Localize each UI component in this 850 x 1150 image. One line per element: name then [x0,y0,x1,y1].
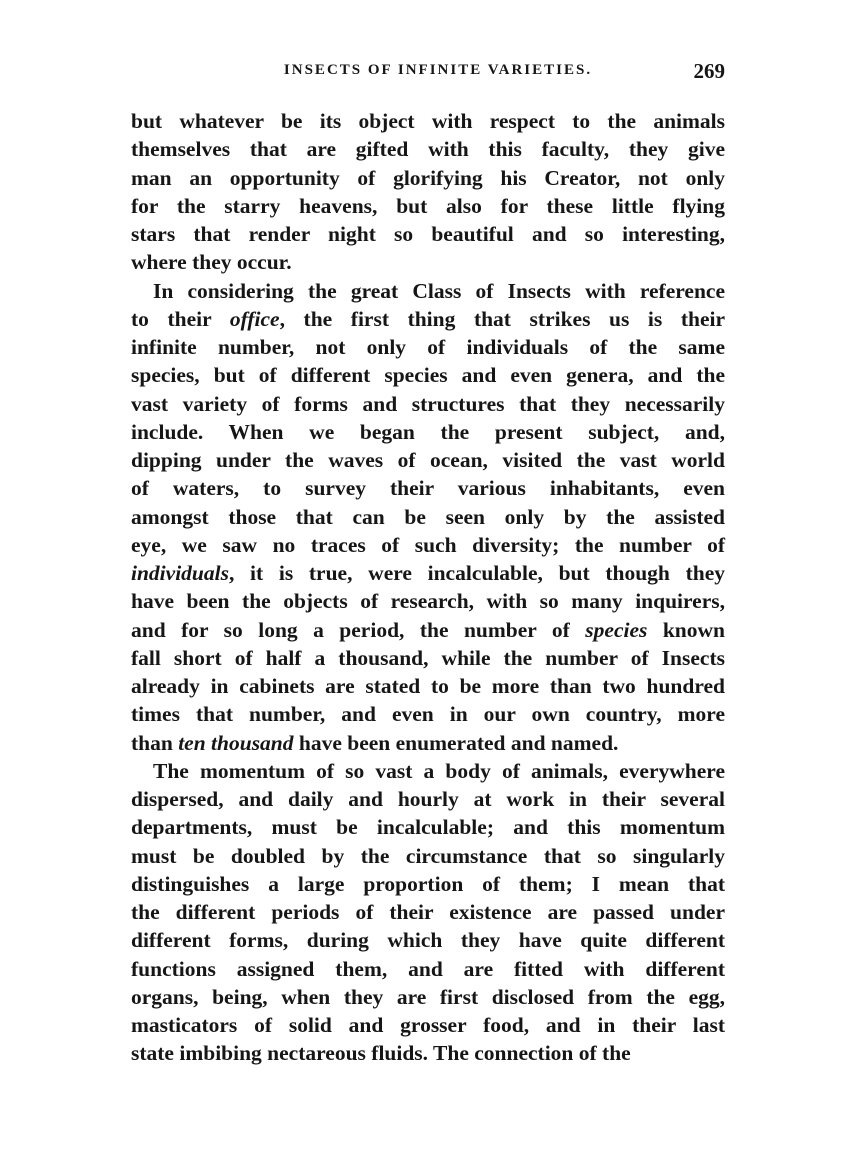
text-line: and for so long a period, the number of species known [131,617,725,642]
text-line: masticators of solid and grosser food, and in their last [131,1013,725,1037]
text-line: to their office, the first thing that strikes us is their [131,306,726,331]
text-line: for the starry heavens, but also for these little flying [131,193,725,218]
running-head [131,59,725,90]
text-line: dispersed, and daily and hourly at work in their several [131,787,725,811]
text-line: man an opportunity of glorifying his Creator, not only [131,165,725,190]
text-line: different forms, during which they have quite different [131,928,725,953]
text-line: The momentum of so vast a body of animals, everywhere [153,758,725,783]
text-line: than ten thousand have been enumerated and named. [131,730,619,755]
text-line: themselves that are gifted with this faculty, they give [131,137,725,162]
page-number: 269 [693,59,725,83]
text-line: functions assigned them, and are fitted with different [131,956,725,981]
text-line: eye, we saw no traces of such diversity; the number of [131,532,725,557]
text-line: but whatever be its object with respect to the animals [131,109,725,133]
text-line: individuals, it is true, were incalculable, but though they [131,561,725,585]
text-line: infinite number, not only of individuals of the same [131,335,725,359]
text-line: dipping under the waves of ocean, visited the vast world [131,448,725,472]
text-line: include. When we began the present subject, and, [131,419,725,444]
text-line: already in cabinets are stated to be more than two hundred [131,674,725,698]
text-line: species, but of different species and even genera, and the [131,363,725,388]
text-line: have been the objects of research, with so many inquirers, [131,589,725,614]
text-line: stars that render night so beautiful and so interesting, [131,222,725,246]
text-line: amongst those that can be seen only by the assisted [131,504,725,529]
text-line: of waters, to survey their various inhabitants, even [131,476,725,501]
text-line: must be doubled by the circumstance that so singularly [131,843,725,868]
text-line: fall short of half a thousand, while the number of Insects [131,645,725,670]
body-text [131,107,725,1068]
text-line: times that number, and even in our own country, more [131,702,725,727]
text-line: state imbibing nectareous fluids. The connection of the [131,1041,631,1066]
text-line: the different periods of their existence are passed under [131,900,725,924]
text-line: vast variety of forms and structures that they necessarily [131,391,725,416]
text-line: In considering the great Class of Insects with reference [153,278,725,303]
text-line: departments, must be incalculable; and this momentum [131,815,725,840]
running-head-title: INSECTS OF INFINITE VARIETIES. [283,62,593,78]
text-line: where they occur. [131,250,292,275]
text-line: organs, being, when they are first disclosed from the egg, [131,984,725,1009]
text-line: distinguishes a large proportion of them; I mean that [131,871,725,896]
